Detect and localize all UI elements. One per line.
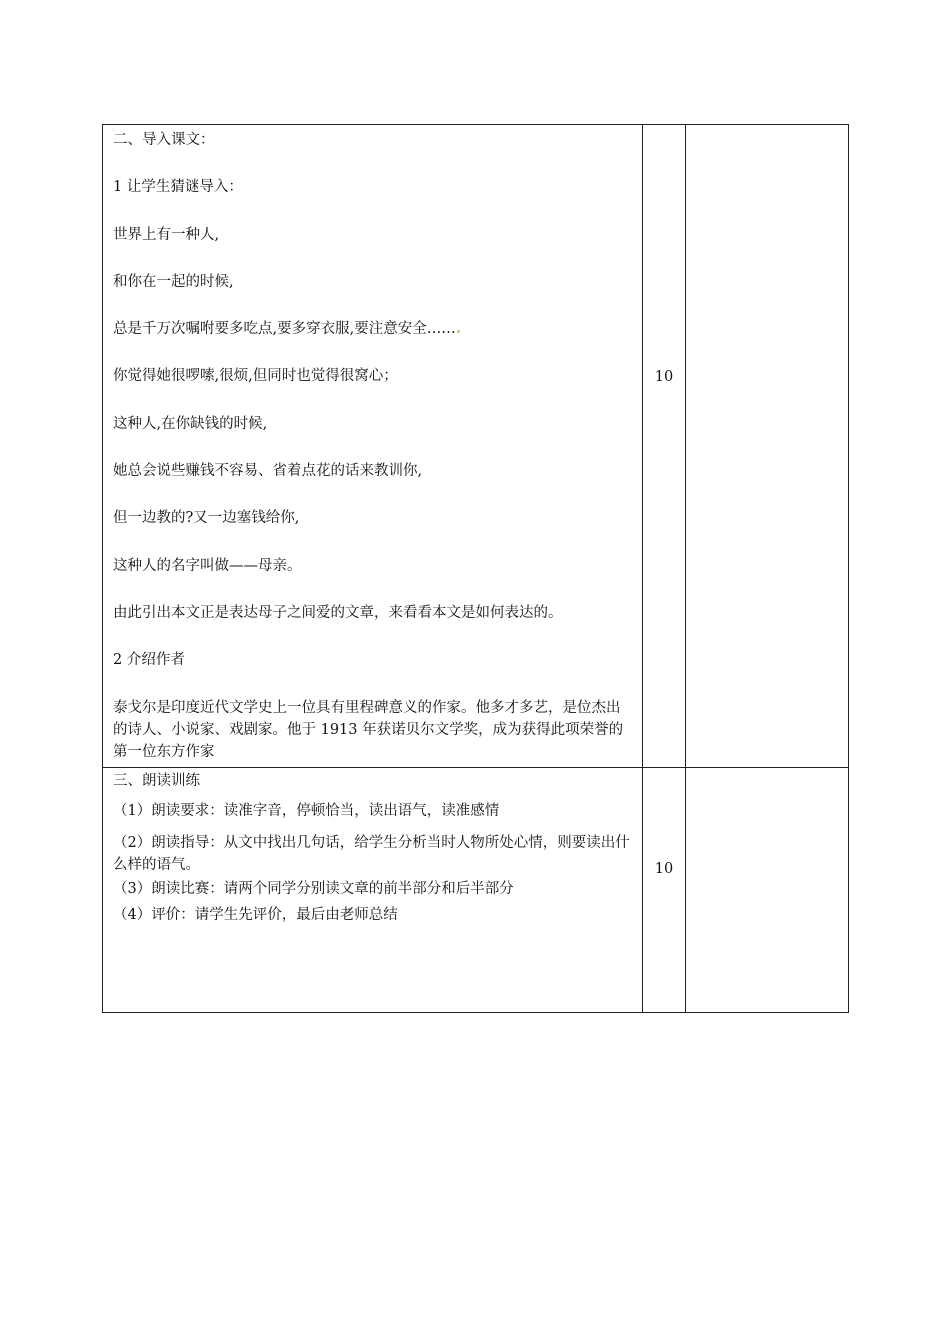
- minutes-cell: [643, 125, 686, 768]
- riddle-line: 你觉得她很啰嗦,很烦,但同时也觉得很窝心；: [113, 368, 398, 385]
- notes-cell: [686, 768, 849, 1013]
- author-intro-paragraph: 泰戈尔是印度近代文学史上一位具有里程碑意义的作家。他多才多艺，是位杰出的诗人、小说家、戏剧家。他于 1913 年获诺贝尔文学奖，成为获得此项荣誉的第一位东方作家: [113, 699, 624, 760]
- content-cell: [103, 768, 643, 1013]
- section-row-reading: [103, 768, 849, 1013]
- reading-item: （3）朗读比赛：请两个同学分别读文章的前半部分和后半部分: [113, 881, 514, 897]
- section-row-import: [103, 125, 849, 768]
- stray-mark: [457, 330, 460, 333]
- riddle-line: 总是千万次嘱咐要多吃点,要多穿衣服,要注意安全……: [113, 318, 632, 340]
- reading-item: （2）朗读指导：从文中找出几句话，给学生分析当时人物所处心情，则要读出什么样的语气。: [113, 835, 630, 873]
- riddle-line: 这种人的名字叫做——母亲。: [113, 557, 302, 574]
- step-heading: 1 让学生猜谜导入：: [113, 179, 243, 196]
- riddle-line: 她总会说些赚钱不容易、省着点花的话来教训你,: [113, 463, 423, 480]
- content-cell: [103, 125, 643, 768]
- reading-item: （1）朗读要求：读准字音，停顿恰当，读出语气，读准感情: [113, 803, 500, 819]
- minutes-cell: [643, 768, 686, 1013]
- notes-cell: [686, 125, 849, 768]
- reading-item: （4）评价：请学生先评价，最后由老师总结: [113, 907, 398, 923]
- step-heading: 2 介绍作者: [113, 652, 185, 669]
- riddle-line: 这种人,在你缺钱的时候,: [113, 415, 268, 432]
- minutes-value: 10: [654, 369, 674, 385]
- lead-in-text: 由此引出本文正是表达母子之间爱的文章，来看看本文是如何表达的。: [113, 604, 563, 621]
- section-heading: 三、朗读训练: [113, 773, 200, 789]
- riddle-line: 世界上有一种人,: [113, 226, 220, 243]
- riddle-line: 和你在一起的时候,: [113, 273, 234, 290]
- lesson-plan-table: [102, 124, 849, 1013]
- riddle-line: 但一边教的?又一边塞钱给你,: [113, 510, 300, 527]
- section-heading: 二、导入课文：: [113, 132, 215, 148]
- minutes-value: 10: [654, 861, 674, 877]
